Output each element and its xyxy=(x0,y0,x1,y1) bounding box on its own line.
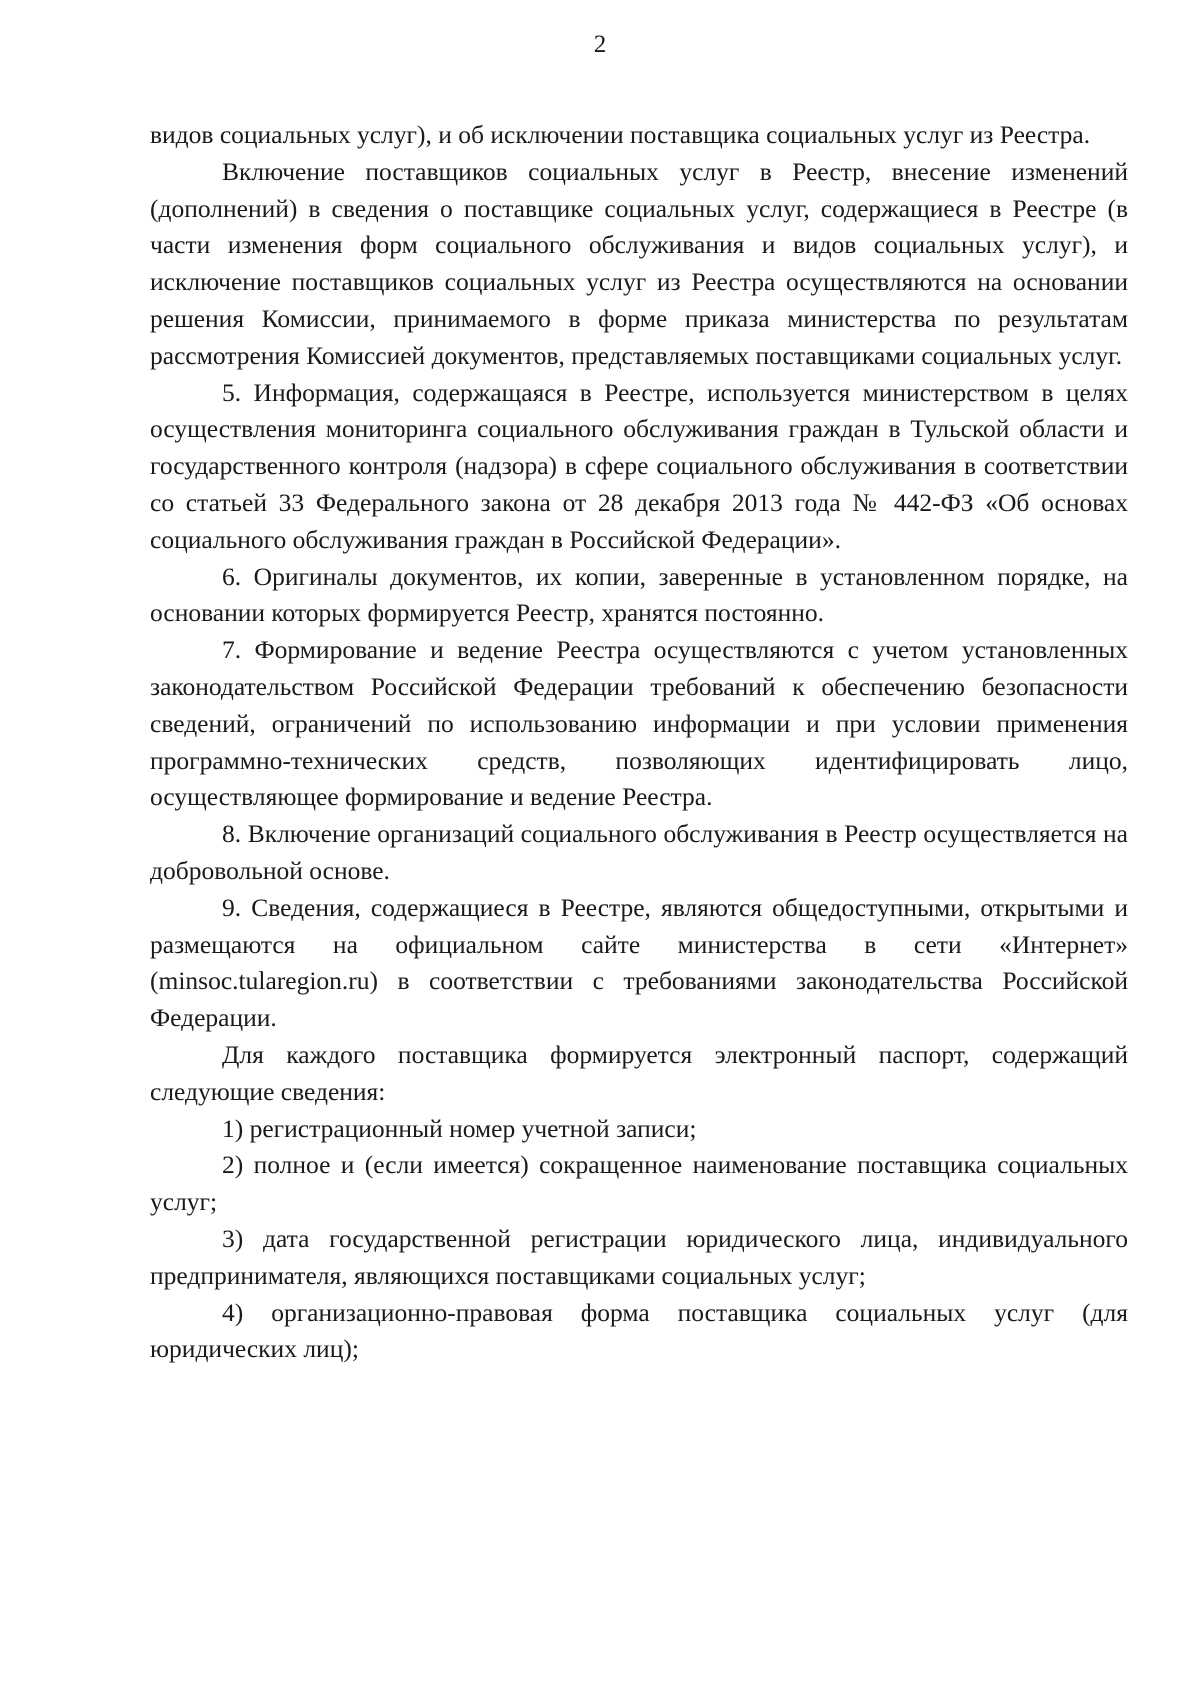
paragraph-item-6: 6. Оригиналы документов, их копии, заверенные в установленном порядке, на основании которых формируется Реестр, хранятся постоянно. xyxy=(150,561,1128,628)
list-item: 1) регистрационный номер учетной записи; xyxy=(222,1113,697,1143)
paragraph-item-7: 7. Формирование и ведение Реестра осуществляются с учетом установленных законодательством Российской Федерации требований к обеспечению безопасности сведений, ограничений по использованию информации и при условии применения программно-технических средств, позволяющих идентифицировать лицо, осуществляющее формирование и ведение Реестра. xyxy=(150,635,1128,812)
paragraph: Включение поставщиков социальных услуг в Реестр, внесение изменений (дополнений) в сведения о поставщике социальных услуг, содержащиеся в Реестре (в части изменения форм социального обслуживания и видов социальных услуг), и исключение поставщиков социальных услуг из Реестра осуществляются на основании решения Комиссии, принимаемого в форме приказа министерства по результатам рассмотрения Комиссией документов, представляемых поставщиками социальных услуг. xyxy=(150,156,1128,370)
list-item: 2) полное и (если имеется) сокращенное наименование поставщика социальных услуг; xyxy=(150,1150,1128,1217)
paragraph-item-5: 5. Информация, содержащаяся в Реестре, используется министерством в целях осуществления мониторинга социального обслуживания граждан в Тульской области и государственного контроля (надзора) в сфере социального обслуживания в соответствии со статьей 33 Федерального закона от 28 декабря 2013 года № 442-ФЗ «Об основах социального обслуживания граждан в Российской Федерации». xyxy=(150,377,1128,554)
paragraph: Для каждого поставщика формируется электронный паспорт, содержащий следующие сведения: xyxy=(150,1039,1128,1106)
paragraph-item-9: 9. Сведения, содержащиеся в Реестре, являются общедоступными, открытыми и размещаются на официальном сайте министерства в сети «Интернет» (minsoc.tularegion.ru) в соответствии с требованиями законодательства Российской Федерации. xyxy=(150,892,1128,1033)
list-item: 4) организационно-правовая форма поставщика социальных услуг (для юридических лиц); xyxy=(150,1297,1128,1364)
document-body xyxy=(150,117,1128,1368)
paragraph-continuation: видов социальных услуг), и об исключении поставщика социальных услуг из Реестра. xyxy=(150,120,1091,149)
paragraph-item-8: 8. Включение организаций социального обслуживания в Реестр осуществляется на добровольной основе. xyxy=(150,819,1128,885)
list-item: 3) дата государственной регистрации юридического лица, индивидуального предпринимателя, являющихся поставщиками социальных услуг; xyxy=(150,1223,1128,1290)
page-number: 2 xyxy=(593,31,607,58)
